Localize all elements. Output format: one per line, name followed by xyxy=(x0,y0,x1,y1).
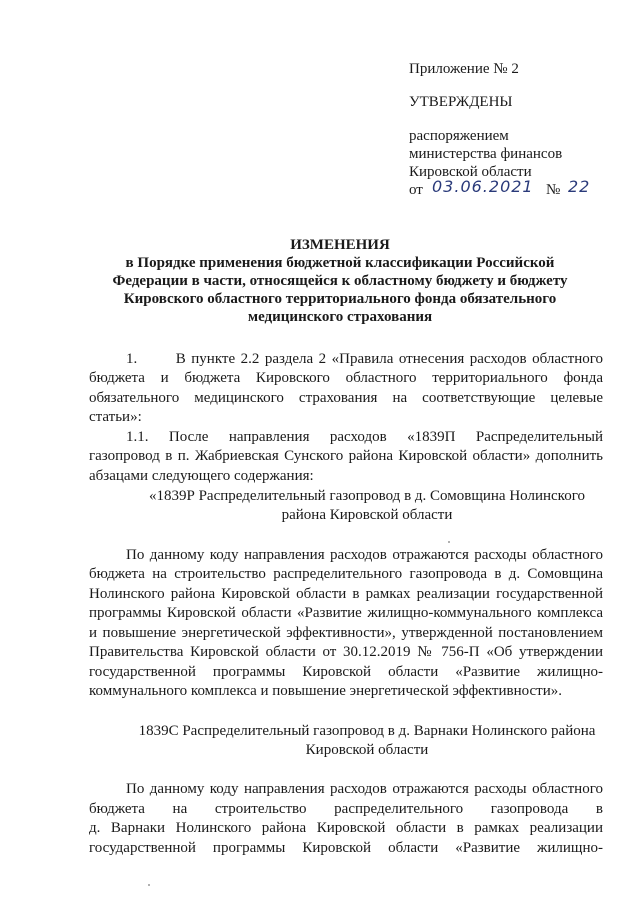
order-line-1: распоряжением xyxy=(409,128,509,144)
scan-speck xyxy=(448,541,450,543)
date-prefix: от xyxy=(409,182,423,198)
quote2-line: Кировской области xyxy=(305,742,429,758)
para2-line: коммунального комплекса и повышение энергетической эффективности». xyxy=(89,683,562,699)
para1-line: статьи»: xyxy=(89,409,142,425)
approved-label: УТВЕРЖДЕНЫ xyxy=(409,94,513,110)
para3-line: бюджета на строительство распределительного газопровода в xyxy=(89,801,603,817)
title-line: медицинского страхования xyxy=(247,309,433,325)
handwritten-date: 03.06.2021 xyxy=(432,177,534,196)
para3-line: По данному коду направления расходов отражаются расходы областного xyxy=(126,781,603,797)
quote1-line: «1839Р Распределительный газопровод в д. Сомовщина Нолинского xyxy=(149,488,585,504)
para3-line: д. Варнаки Нолинского района Кировской области в рамках реализации xyxy=(89,820,603,836)
title-line: в Порядке применения бюджетной классификации Российской xyxy=(125,255,555,271)
order-line-3: Кировской области xyxy=(409,164,532,180)
para11-line: 1.1. После направления расходов «1839П Распределительный xyxy=(126,429,603,445)
para2-line: Нолинского района Кировской области в рамках реализации государственной xyxy=(89,586,603,602)
appendix-label: Приложение № 2 xyxy=(409,61,519,77)
order-line-2: министерства финансов xyxy=(409,146,563,162)
para1-line: 1. В пункте 2.2 раздела 2 «Правила отнесения расходов областного xyxy=(126,351,603,367)
para1-line: обязательного медицинского страхования на соответствующие целевые xyxy=(89,390,603,406)
para11-line: газопровод в п. Жабриевская Сунского района Кировской области» дополнить xyxy=(89,448,603,464)
para2-line: бюджета на строительство распределительного газопровода в д. Сомовщина xyxy=(89,566,603,582)
para3-line: государственной программы Кировской области «Развитие жилищно- xyxy=(89,840,603,856)
number-prefix: № xyxy=(546,182,561,198)
title-line: Кировского областного территориального фонда обязательного xyxy=(123,291,557,307)
para2-line: Правительства Кировской области от 30.12.2019 № 756-П «Об утверждении xyxy=(89,644,603,660)
handwritten-number: 22 xyxy=(568,177,591,196)
para2-line: государственной программы Кировской области «Развитие жилищно- xyxy=(89,664,603,680)
quote1-line: района Кировской области xyxy=(281,507,453,523)
para2-line: По данному коду направления расходов отражаются расходы областного xyxy=(126,547,603,563)
title-line: Федерации в части, относящейся к областному бюджету и бюджету xyxy=(112,273,568,289)
para2-line: и повышение энергетической эффективности», утвержденной постановлением xyxy=(89,625,603,641)
para1-line: бюджета и бюджета Кировского областного территориального фонда xyxy=(89,370,603,386)
scan-speck xyxy=(148,884,150,886)
document-heading: ИЗМЕНЕНИЯ xyxy=(290,237,390,253)
para2-line: программы Кировской области «Развитие жилищно-коммунального комплекса xyxy=(89,605,603,621)
para11-line: абзацами следующего содержания: xyxy=(89,468,314,484)
quote2-line: 1839С Распределительный газопровод в д. Варнаки Нолинского района xyxy=(138,723,596,739)
